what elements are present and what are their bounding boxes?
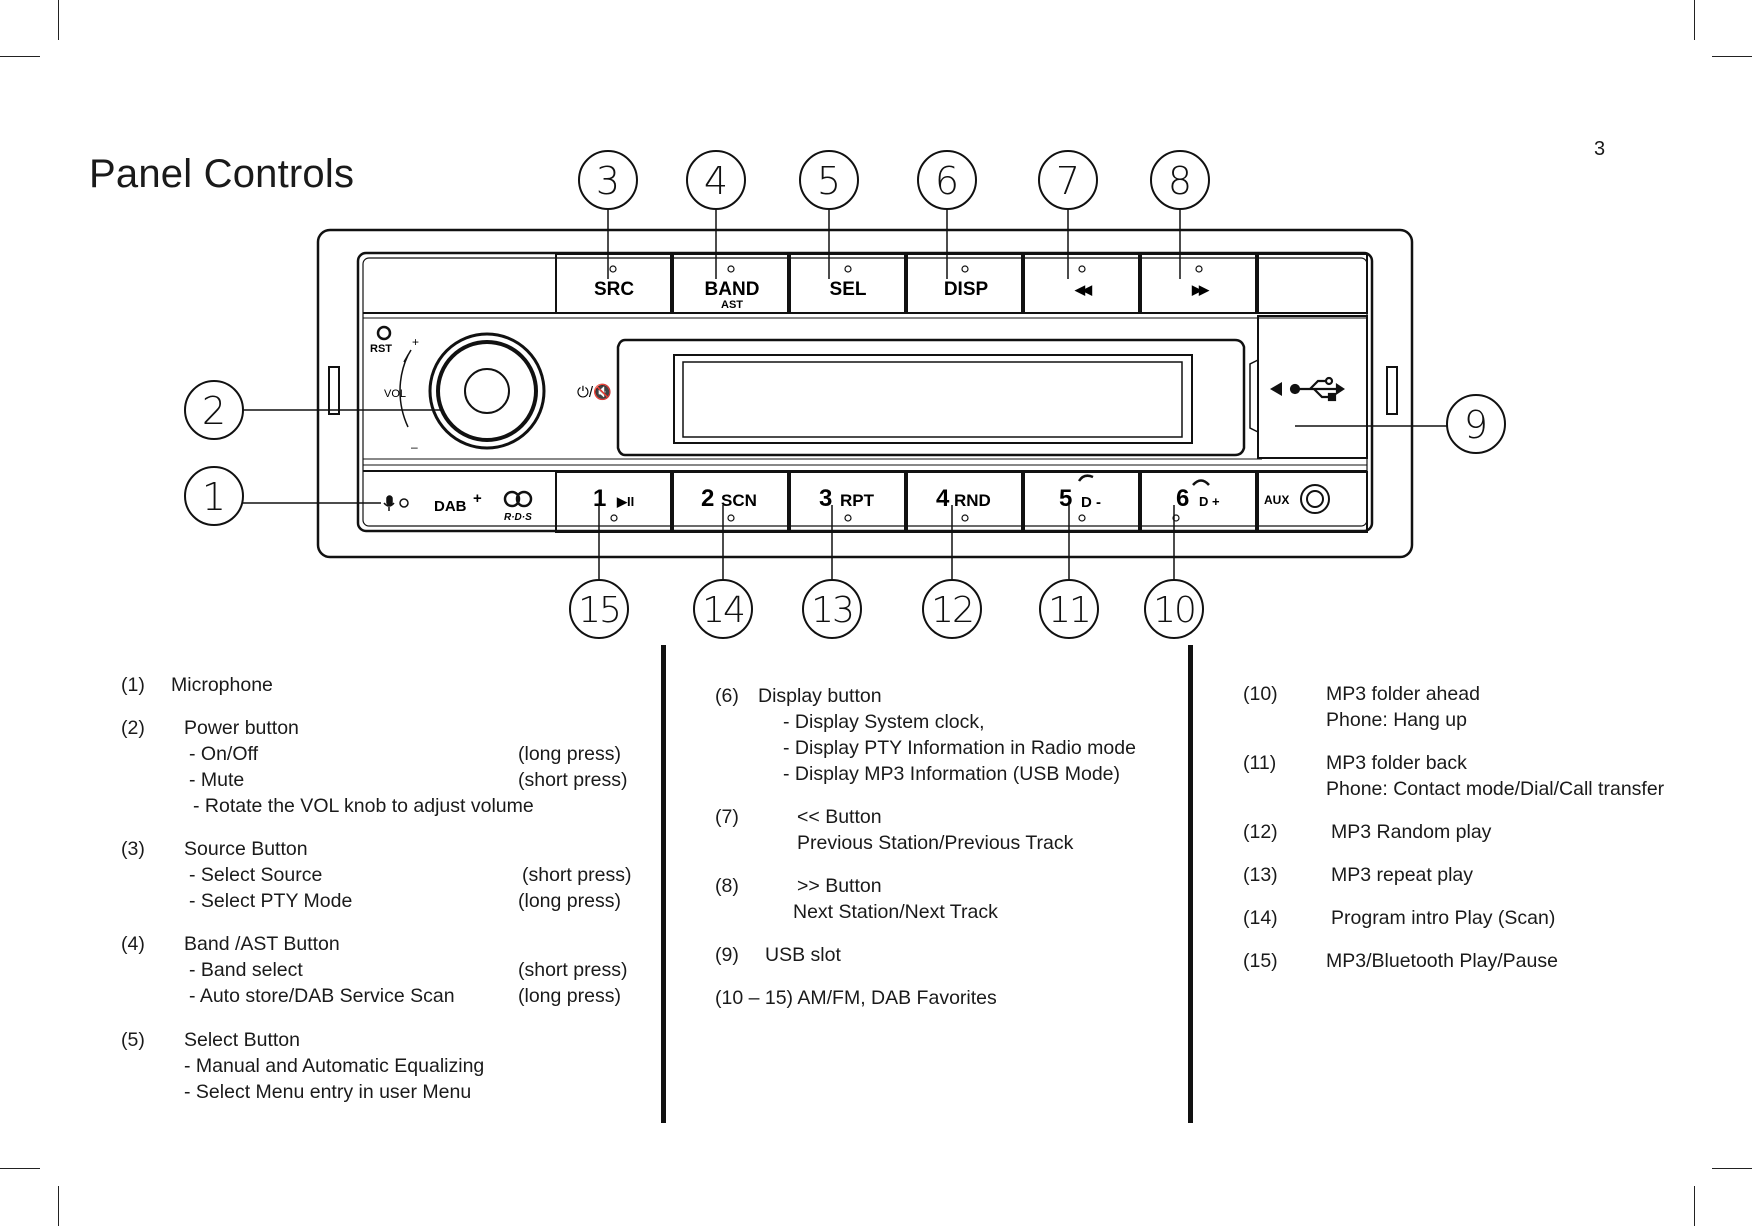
legend-entry-6 <box>715 683 1185 804</box>
entry-number: (11) <box>1243 752 1277 774</box>
entry-line: Next Station/Next Track <box>793 901 998 923</box>
preset-3-label: RPT <box>840 491 874 510</box>
entry-number: (10) <box>1243 683 1278 705</box>
crop-mark <box>1694 1186 1695 1226</box>
entry-line: - Band select (short press) <box>189 959 628 981</box>
entry-line: Previous Station/Previous Track <box>797 832 1074 854</box>
entry-title: MP3 folder back <box>1326 752 1467 774</box>
entry-line: Phone: Contact mode/Dial/Call transfer <box>1326 778 1665 800</box>
entry-line: Phone: Hang up <box>1326 709 1467 731</box>
entry-title: Program intro Play (Scan) <box>1331 907 1556 929</box>
preset-1-label: ▶II <box>617 494 635 509</box>
entry-line: - Display MP3 Information (USB Mode) <box>783 763 1121 785</box>
callout-8: 8 <box>1167 159 1193 203</box>
callout-13: 13 <box>811 590 853 631</box>
vol-plus: + <box>412 335 420 349</box>
preset-1-digit: 1 <box>593 485 607 512</box>
entry-line: - On/Off (long press) <box>189 743 621 765</box>
page-title: Panel Controls <box>89 152 355 196</box>
button-src-label: SRC <box>593 279 635 300</box>
callout-6: 6 <box>934 159 960 203</box>
rds-logo: R·D·S <box>504 512 532 523</box>
preset-5-label: D - <box>1081 494 1101 511</box>
entry-title: USB slot <box>765 944 841 966</box>
entry-title: (10 – 15) AM/FM, DAB Favorites <box>715 987 997 1009</box>
callout-1: 1 <box>201 475 227 519</box>
column-divider-right <box>1188 645 1193 1123</box>
legend-entry-10 <box>1243 681 1743 750</box>
button-rewind-label: ◀◀ <box>1075 282 1089 297</box>
legend-entry-favorites <box>715 985 1185 1011</box>
usb-slot-edge <box>1250 360 1258 432</box>
microphone-icon <box>384 496 408 511</box>
callout-14: 14 <box>702 590 744 631</box>
entry-title: MP3/Bluetooth Play/Pause <box>1326 950 1558 972</box>
phone-pickup-icon <box>1079 476 1093 481</box>
legend-entry-9 <box>715 942 1185 985</box>
crop-mark <box>1712 1168 1752 1169</box>
legend-entry-1 <box>121 672 661 715</box>
legend-entry-12 <box>1243 819 1743 862</box>
entry-number: (2) <box>121 717 145 739</box>
preset-2-label: SCN <box>721 491 757 510</box>
entry-line: - Mute (short press) <box>189 769 628 791</box>
callout-3: 3 <box>595 159 621 203</box>
button-forward-label: ▶▶ <box>1192 282 1206 297</box>
entry-number: (5) <box>121 1029 145 1051</box>
entry-title: Band /AST Button <box>184 933 340 955</box>
callout-10: 10 <box>1153 590 1195 631</box>
entry-number: (4) <box>121 933 145 955</box>
page-number: 3 <box>1594 138 1606 160</box>
entry-line: - Display System clock, <box>783 711 985 733</box>
entry-title: MP3 repeat play <box>1331 864 1473 886</box>
preset-2-digit: 2 <box>701 485 715 512</box>
entry-line: - Select Menu entry in user Menu <box>184 1081 472 1103</box>
entry-title: Select Button <box>184 1029 300 1051</box>
legend-entry-8 <box>715 873 1185 942</box>
entry-line: - Auto store/DAB Service Scan (long press) <box>189 985 621 1007</box>
preset-6-label: D + <box>1199 494 1220 509</box>
callout-7: 7 <box>1055 159 1081 203</box>
rst-label: RST <box>370 343 392 355</box>
button-disp-label: DISP <box>943 279 989 300</box>
right-slot <box>1387 367 1397 414</box>
entry-number: (1) <box>121 674 145 696</box>
legend-column-right <box>1243 681 1743 991</box>
entry-number: (12) <box>1243 821 1278 843</box>
entry-number: (9) <box>715 944 739 966</box>
preset-3-digit: 3 <box>819 485 833 512</box>
button-band-label: BAND <box>704 279 760 300</box>
display-window <box>618 340 1244 455</box>
volume-knob <box>400 334 544 448</box>
callout-9: 9 <box>1463 403 1489 447</box>
dab-plus-logo: + <box>473 490 482 507</box>
usb-icon <box>1291 378 1343 400</box>
entry-number: (15) <box>1243 950 1278 972</box>
entry-title: >> Button <box>797 875 882 897</box>
entry-line: - Display PTY Information in Radio mode <box>783 737 1136 759</box>
preset-4-digit: 4 <box>936 485 950 512</box>
entry-title: Source Button <box>184 838 308 860</box>
aux-label: AUX <box>1264 493 1290 507</box>
entry-title: Power button <box>184 717 299 739</box>
entry-title: MP3 folder ahead <box>1326 683 1480 705</box>
legend-column-middle <box>715 683 1185 1011</box>
dab-logo: DAB <box>434 498 467 515</box>
left-slot <box>329 367 339 414</box>
entry-title: MP3 Random play <box>1331 821 1492 843</box>
vol-minus: – <box>411 440 418 454</box>
entry-number: (7) <box>715 806 739 828</box>
callout-12: 12 <box>931 590 973 631</box>
column-divider-left <box>661 645 666 1123</box>
callout-15: 15 <box>578 590 620 631</box>
reset-button <box>378 327 390 339</box>
legend-entry-2 <box>121 715 661 836</box>
callout-4: 4 <box>703 159 729 203</box>
aux-jack-icon <box>1301 485 1329 513</box>
legend-entry-3 <box>121 836 661 931</box>
legend-entry-14 <box>1243 905 1743 948</box>
power-mute-label: ⏻/🔇 <box>577 384 612 401</box>
phone-hangup-icon <box>1193 481 1209 486</box>
preset-5-digit: 5 <box>1059 485 1073 512</box>
entry-title: << Button <box>797 806 882 828</box>
crop-mark <box>58 1186 59 1226</box>
legend-entry-15 <box>1243 948 1743 991</box>
entry-title: Microphone <box>171 674 273 696</box>
legend-entry-11 <box>1243 750 1743 819</box>
legend-entry-7 <box>715 804 1185 873</box>
preset-4-label: RND <box>954 491 991 510</box>
legend-entry-4 <box>121 931 661 1027</box>
entry-line: - Manual and Automatic Equalizing <box>184 1055 485 1077</box>
legend-entry-5 <box>121 1027 661 1105</box>
entry-number: (8) <box>715 875 739 897</box>
entry-number: (14) <box>1243 907 1278 929</box>
button-ast-label: AST <box>721 299 743 311</box>
entry-number: (6) <box>715 685 739 707</box>
callout-2: 2 <box>201 389 227 433</box>
entry-line: - Select Source (short press) <box>189 864 632 886</box>
legend-column-left <box>121 672 661 1105</box>
entry-line: - Rotate the VOL knob to adjust volume <box>193 795 534 817</box>
entry-title: Display button <box>758 685 882 707</box>
rds-logo-icon <box>505 492 531 506</box>
entry-number: (13) <box>1243 864 1278 886</box>
button-sel-label: SEL <box>829 279 867 300</box>
callout-11: 11 <box>1048 590 1090 631</box>
entry-line: - Select PTY Mode (long press) <box>189 890 621 912</box>
legend-entry-13 <box>1243 862 1743 905</box>
usb-arrow-icon <box>1270 382 1282 396</box>
callout-5: 5 <box>816 159 842 203</box>
vol-label: VOL <box>384 388 407 400</box>
crop-mark <box>0 1168 40 1169</box>
preset-6-digit: 6 <box>1176 485 1190 512</box>
entry-number: (3) <box>121 838 145 860</box>
